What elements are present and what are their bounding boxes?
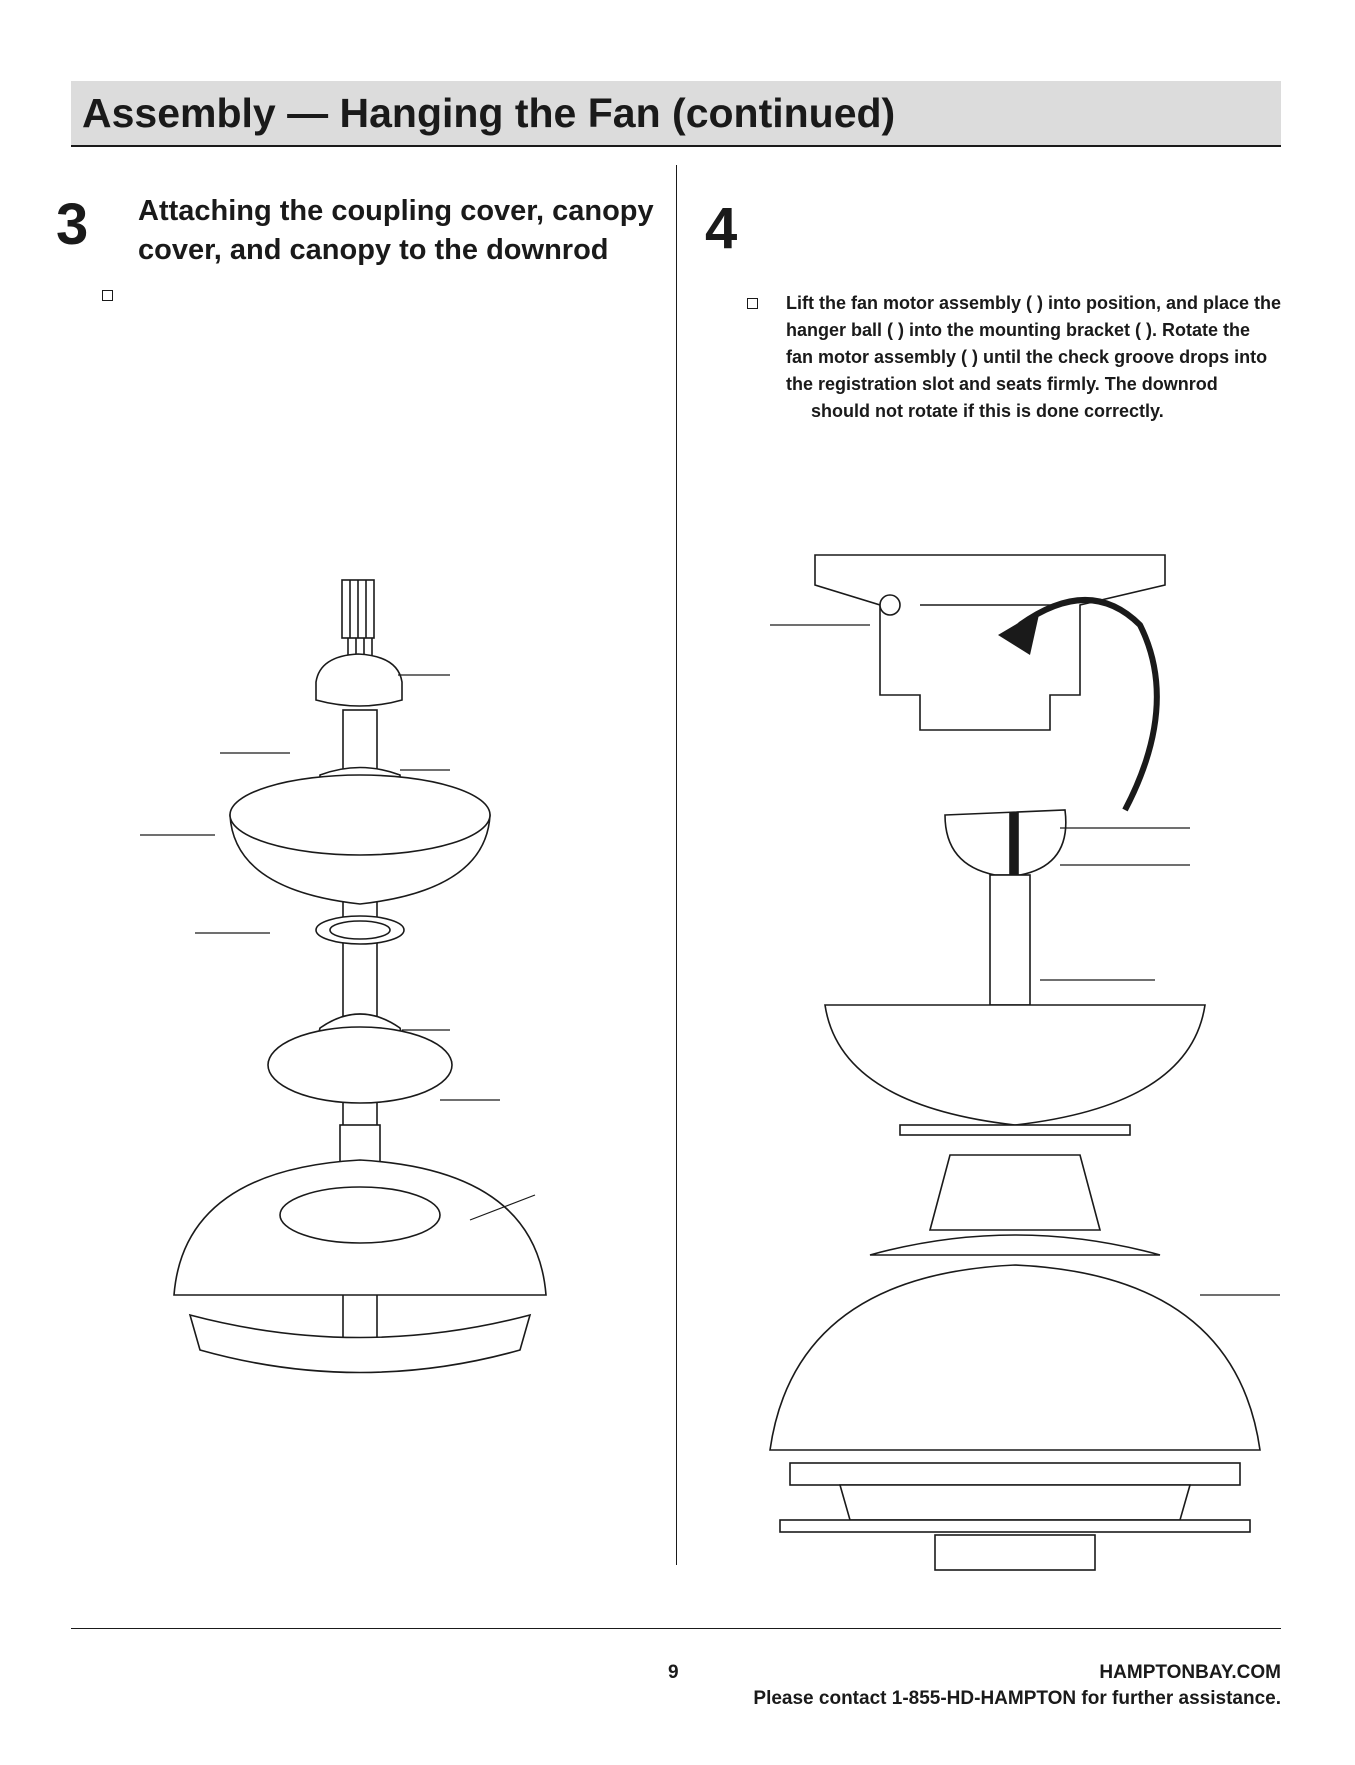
section-header <box>71 81 1281 147</box>
step-4-number: 4 <box>705 196 738 261</box>
step-3-title-line-1: Attaching the coupling cover, canopy <box>138 195 654 227</box>
column-divider <box>676 165 677 1565</box>
step-4-line: Lift the fan motor assembly ( ) into position, and place the <box>786 293 1282 313</box>
page-number: 9 <box>668 1662 679 1683</box>
step-4-checkbox[interactable] <box>747 298 758 309</box>
step-3-checkbox[interactable] <box>102 290 113 301</box>
step-4-line: fan motor assembly ( ) until the check groove drops into <box>786 347 1268 367</box>
section-title: Assembly — Hanging the Fan (continued) <box>82 90 896 136</box>
step-4-instructions <box>786 290 1296 425</box>
footer-divider <box>71 1628 1281 1629</box>
step-3-title-line-2: cover, and canopy to the downrod <box>138 234 609 266</box>
step-4-line: hanger ball ( ) into the mounting bracket ( ). Rotate the <box>786 320 1251 340</box>
step-3-illustration <box>140 560 580 1580</box>
contact-info: Please contact 1-855-HD-HAMPTON for further assistance. <box>753 1688 1281 1709</box>
step-4-line: the registration slot and seats firmly. The downrod <box>786 374 1218 394</box>
step-3-title <box>138 192 678 270</box>
step-4-line: should not rotate if this is done correctly. <box>811 401 1164 421</box>
step-4-illustration <box>760 545 1280 1575</box>
step-3-number: 3 <box>56 192 89 257</box>
website-link[interactable]: HAMPTONBAY.COM <box>1099 1662 1281 1683</box>
